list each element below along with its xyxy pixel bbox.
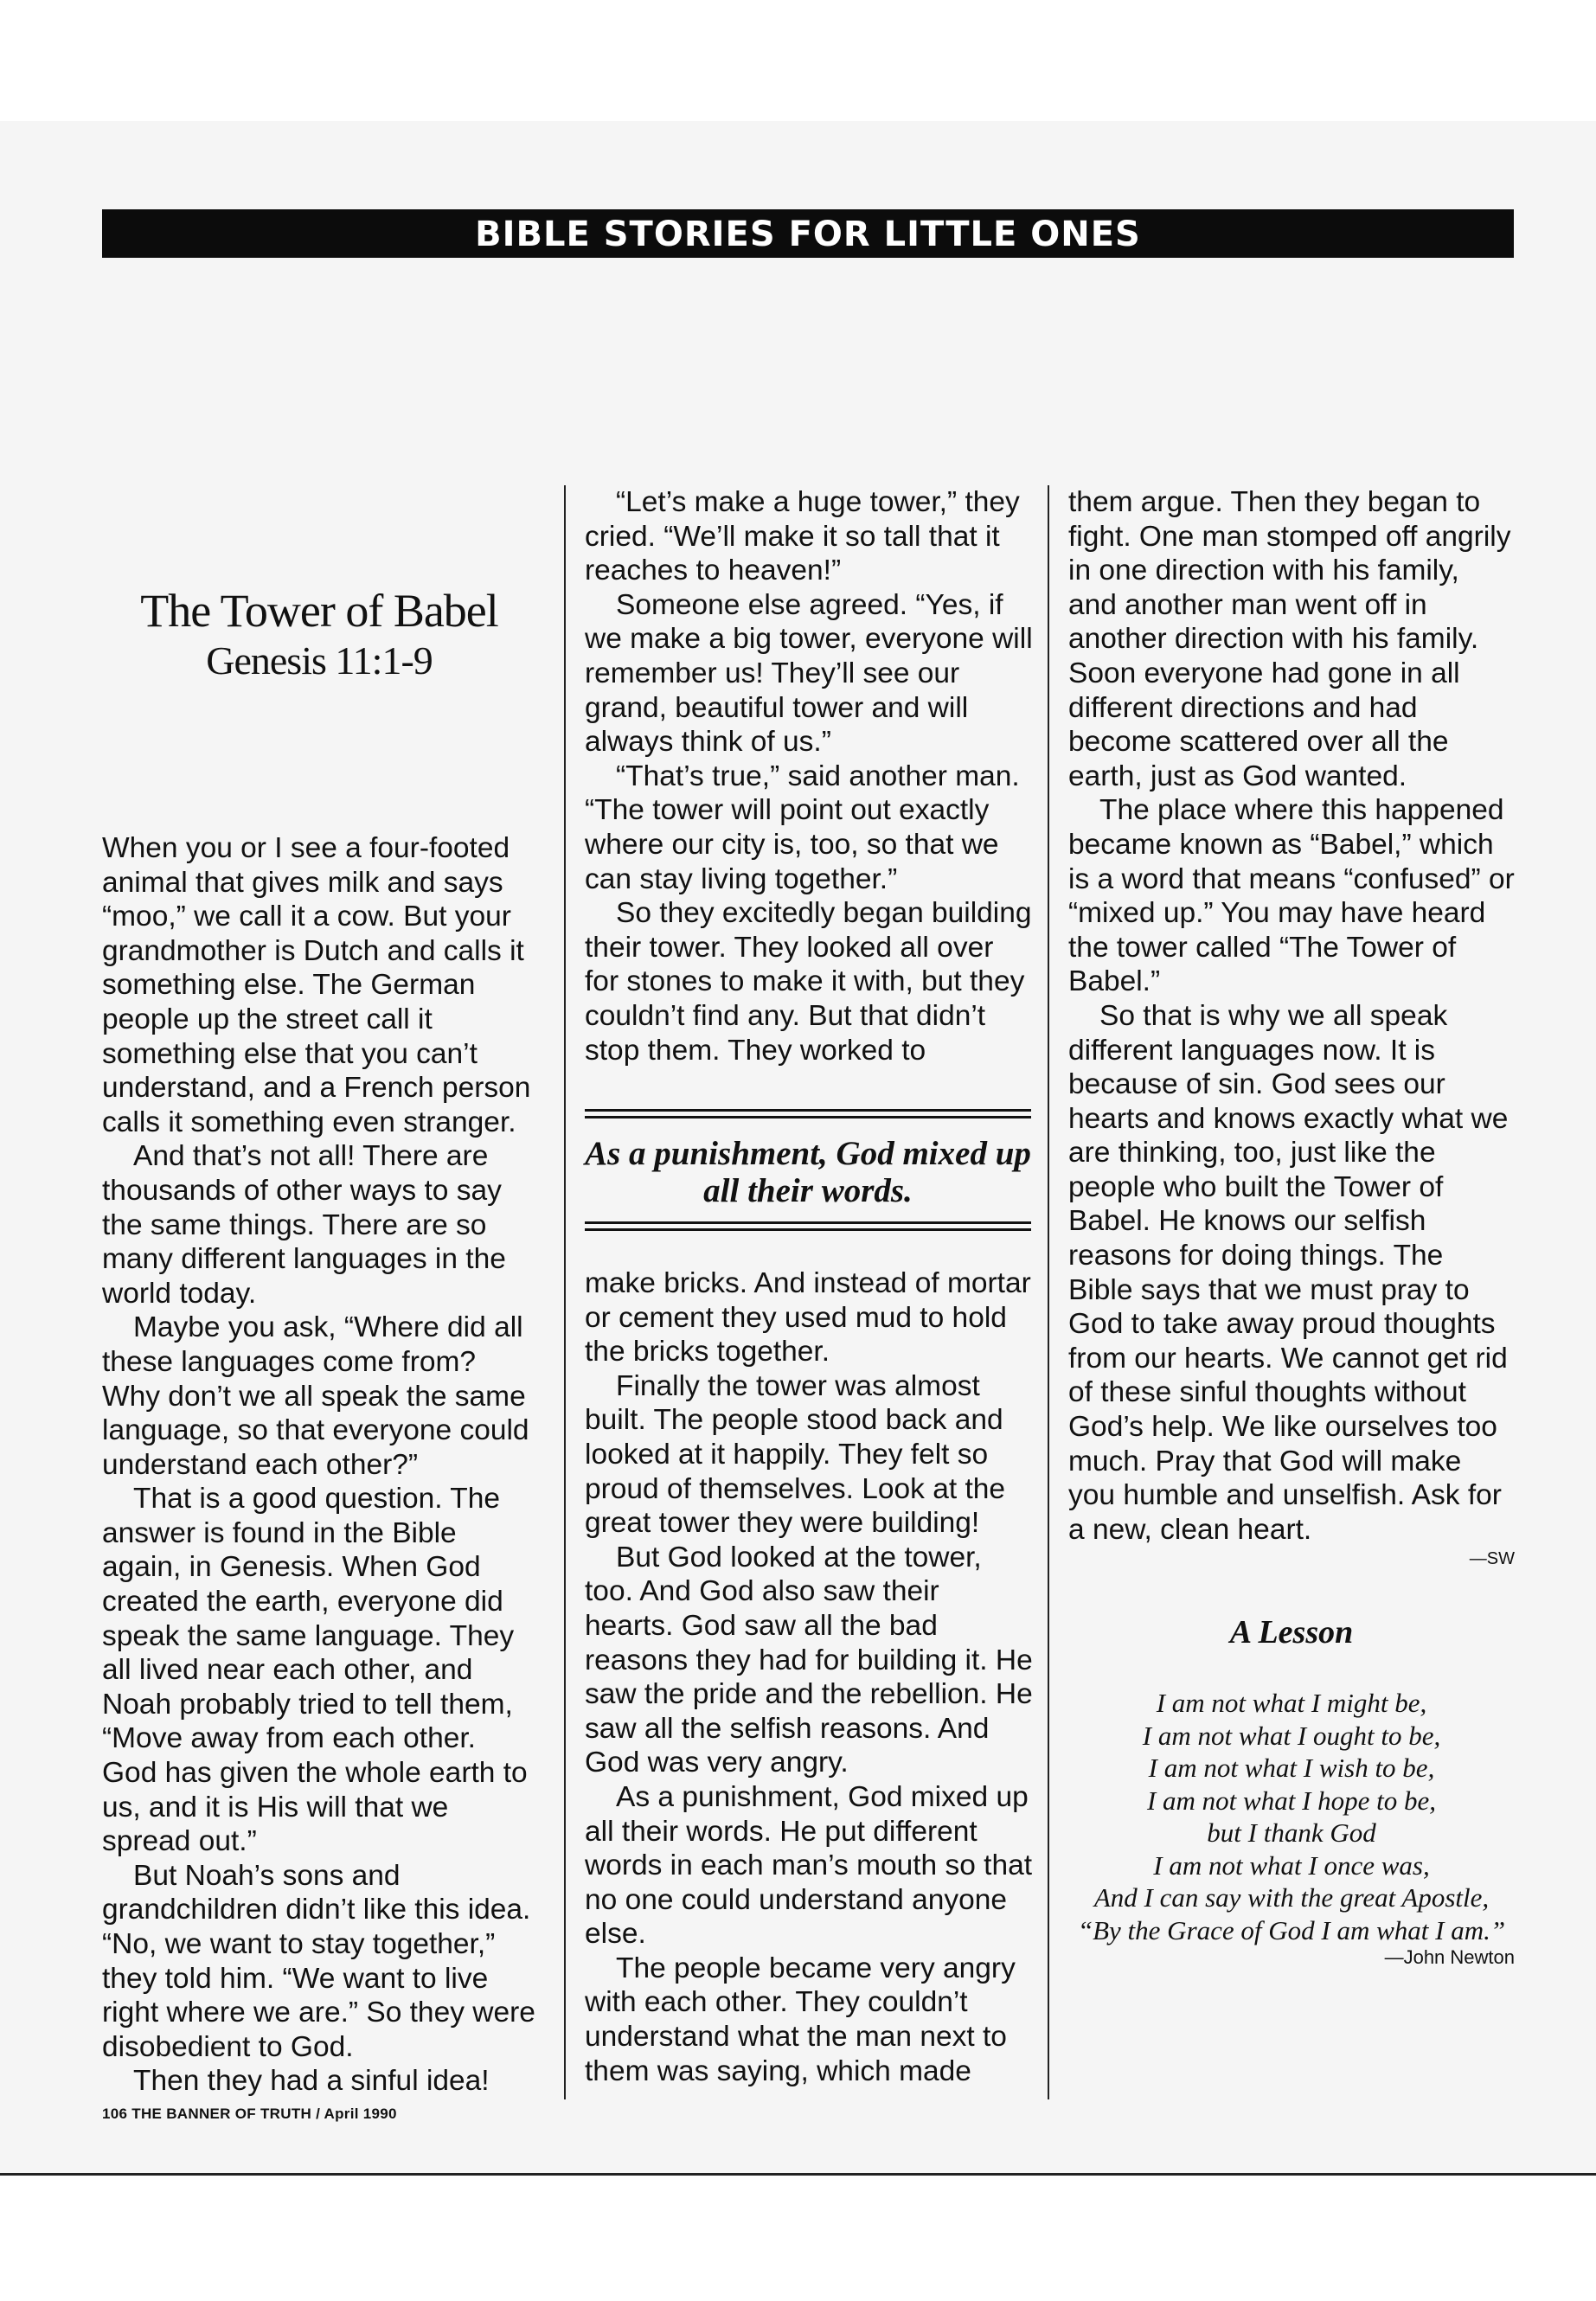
- poem-line: “By the Grace of God I am what I am.”: [1077, 1914, 1506, 1945]
- pull-quote: As a punishment, God mixed up all their words.: [585, 1135, 1031, 1209]
- column-divider: [1048, 485, 1049, 2099]
- column-1: [102, 831, 536, 2099]
- paragraph: And that’s not all! There are thousands of other ways to say the same things. There are so many different languages in the world today.: [102, 1140, 506, 1310]
- rule: [585, 1221, 1031, 1224]
- poem: [1068, 1687, 1515, 1946]
- column-2-top: [585, 485, 1033, 1067]
- poem-line: I am not what I ought to be,: [1142, 1720, 1441, 1751]
- paragraph: Maybe you ask, “Where did all these languages come from? Why don’t we all speak the same language, so that everyone could understand each other?”: [102, 1311, 529, 1481]
- paragraph: Then they had a sinful idea!: [133, 2065, 490, 2098]
- paragraph: Someone else agreed. “Yes, if we make a big tower, everyone will remember us! They’ll see our grand, beautiful tower and will always think of us.”: [585, 588, 1033, 759]
- poem-line: I am not what I might be,: [1156, 1688, 1427, 1718]
- poem-title: A Lesson: [1229, 1614, 1354, 1650]
- paragraph: Finally the tower was almost built. The people stood back and looked at it happily. They felt so proud of themselves. Look at the great tower they were building!: [585, 1369, 1006, 1540]
- poem-line: but I thank God: [1207, 1817, 1376, 1848]
- paragraph: “That’s true,” said another man. “The tower will point out exactly where our city is, too, so that we can stay living together.”: [585, 760, 1020, 895]
- story-title: The Tower of Babel: [140, 585, 498, 637]
- rule: [585, 1109, 1031, 1112]
- rule: [585, 1228, 1031, 1231]
- paragraph: As a punishment, God mixed up all their words. He put different words in each man’s mouth so that no one could understand anyone else.: [585, 1780, 1033, 1951]
- paragraph: The place where this happened became known as “Babel,” which is a word that means “confused” or “mixed up.” You may have heard the tower called “The Tower of Babel.”: [1068, 794, 1515, 998]
- column-3: [1068, 485, 1515, 1569]
- pull-quote-box: [585, 1109, 1031, 1249]
- poem-line: I am not what I once was,: [1153, 1849, 1430, 1881]
- story-reference: Genesis 11:1-9: [206, 638, 433, 683]
- paragraph: But Noah’s sons and grandchildren didn’t like this idea. “No, we want to stay together,” they told him. “We want to live right where we are.” So they were disobedient to God.: [102, 1859, 535, 2063]
- section-banner: BIBLE STORIES FOR LITTLE ONES: [102, 209, 1514, 258]
- paragraph: So they excitedly began building their tower. They looked all over for stones to make it with, but they couldn’t find any. But that didn’t stop them. They worked to: [585, 897, 1032, 1067]
- paragraph: The people became very angry with each other. They couldn’t understand what the man next to them was saying, which made: [585, 1952, 1016, 2087]
- page-bottom-edge: [0, 2173, 1596, 2176]
- paragraph: But God looked at the tower, too. And God also saw their hearts. God saw all the bad reasons they had for building it. He saw the pride and the rebellion. He saw all the selfish reasons. And God was very angry.: [585, 1541, 1033, 1779]
- story-signature: —SW: [1469, 1549, 1515, 1569]
- paragraph: So that is why we all speak different languages now. It is because of sin. God sees our hearts and knows exactly what we are thinking, too, just like the people who built the Tower of Babel. He knows our selfish reasons for doing things. The Bible says that we must pray to God to take away proud thoughts from our hearts. We cannot get rid of these sinful thoughts without God’s help. We like ourselves too much. Pray that God will make you humble and unselfish. Ask for a new, clean heart.: [1068, 999, 1509, 1546]
- paragraph: “Let’s make a huge tower,” they cried. “We’ll make it so tall that it reaches to heaven!”: [585, 486, 1020, 587]
- paragraph: That is a good question. The answer is found in the Bible again, in Genesis. When God created the earth, everyone did speak the same language. They all lived near each other, and Noah probably tried to tell them, “Move away from each other. God has given the whole earth to us, and it is His will that we spread out.”: [102, 1483, 528, 1858]
- poem-line: I am not what I hope to be,: [1146, 1785, 1437, 1816]
- column-divider: [564, 485, 566, 2099]
- poem-author: —John Newton: [1384, 1946, 1515, 1968]
- column-2-bottom: [585, 1266, 1033, 2088]
- paragraph: When you or I see a four-footed animal that gives milk and says “moo,” we call it a cow. But your grandmother is Dutch and calls it something else. The German people up the street call it something else that you can’t understand, and a French person calls it something even stranger.: [102, 832, 531, 1138]
- page-footer: 106 THE BANNER OF TRUTH / April 1990: [102, 2106, 397, 2122]
- poem-line: And I can say with the great Apostle,: [1093, 1882, 1490, 1913]
- rule: [585, 1116, 1031, 1118]
- paragraph: them argue. Then they began to fight. One man stomped off angrily in one direction with his family, and another man went off in another direction with his family. Soon everyone had gone in all different directions and had become scattered over all the earth, just as God wanted.: [1068, 486, 1511, 792]
- poem-line: I am not what I wish to be,: [1148, 1753, 1435, 1783]
- paragraph: make bricks. And instead of mortar or cement they used mud to hold the bricks together.: [585, 1267, 1031, 1368]
